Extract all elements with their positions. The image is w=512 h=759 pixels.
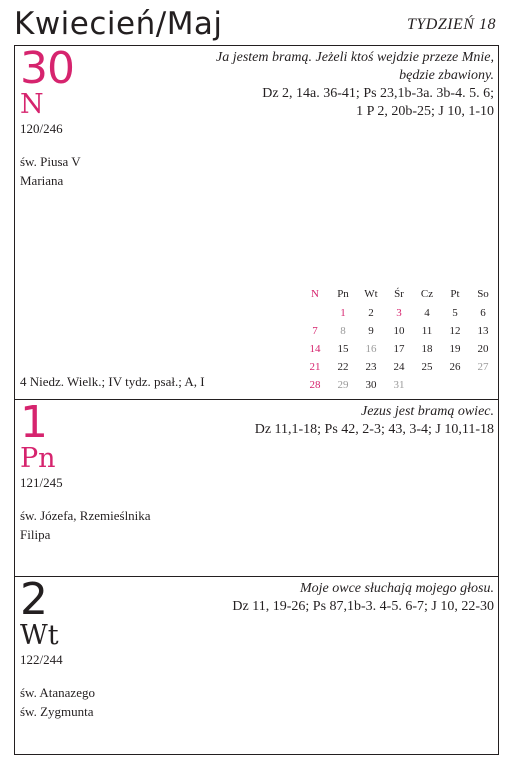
calendar-day: 12 <box>449 325 461 337</box>
page-header <box>14 6 498 44</box>
readings-ref: 1 P 2, 20b-25; J 10, 1-10 <box>356 104 494 119</box>
saints-list <box>20 152 81 190</box>
calendar-day: 29 <box>337 379 349 391</box>
calendar-day: 23 <box>365 361 377 373</box>
day-entry-2 <box>14 574 499 755</box>
day-count: 120/246 <box>20 121 63 136</box>
calendar-day: 2 <box>368 307 374 319</box>
calendar-day: 3 <box>396 307 402 319</box>
calendar-day: 4 <box>424 307 430 319</box>
calendar-day: 22 <box>337 361 349 373</box>
gospel-quote: Moje owce słuchają mojego głosu. <box>299 581 494 596</box>
gospel-quote: Jezus jest bramą owiec. <box>361 404 494 419</box>
saint-name: św. Józefa, Rzemieślnika <box>20 508 151 523</box>
day-number: 1 <box>20 397 47 448</box>
day-entry-1 <box>14 397 499 577</box>
calendar-day: 25 <box>421 361 433 373</box>
saint-name: św. Piusa V <box>20 154 81 169</box>
saint-name: Mariana <box>20 173 64 188</box>
calendar-day: 7 <box>312 325 318 337</box>
day-number: 2 <box>20 574 47 625</box>
calendar-day: 10 <box>393 325 405 337</box>
calendar-day: 14 <box>309 343 321 355</box>
calendar-day <box>301 304 329 322</box>
day-abbr: Pn <box>20 443 56 474</box>
calendar-day: 5 <box>452 307 458 319</box>
calendar-day: 30 <box>365 379 377 391</box>
calendar-day: 18 <box>421 343 433 355</box>
weekday-header: Pt <box>450 288 460 300</box>
day-abbr: Wt <box>20 620 59 651</box>
calendar-day: 27 <box>477 361 489 373</box>
calendar-day: 26 <box>449 361 461 373</box>
readings-ref: Dz 2, 14a. 36-41; Ps 23,1b-3a. 3b-4. 5. 6; <box>262 86 494 101</box>
readings-ref: Dz 11,1-18; Ps 42, 2-3; 43, 3-4; J 10,11-18 <box>254 422 494 437</box>
gospel-quote: Ja jestem bramą. Jeżeli ktoś wejdzie przeze Mnie, <box>216 50 494 65</box>
calendar-day: 13 <box>477 325 489 337</box>
day-abbr: N <box>20 89 44 120</box>
readings-ref: Dz 11, 19-26; Ps 87,1b-3. 4-5. 6-7; J 10, 22-30 <box>232 599 494 614</box>
reading-block <box>216 49 494 121</box>
saints-list <box>20 683 95 721</box>
weekday-header: Śr <box>394 288 404 300</box>
saint-name: Filipa <box>20 527 51 542</box>
gospel-quote: będzie zbawiony. <box>399 68 494 83</box>
calendar-day: 11 <box>421 325 433 337</box>
saint-name: św. Atanazego <box>20 685 95 700</box>
day-entry-30 <box>14 45 499 400</box>
weekday-header: Wt <box>364 288 378 300</box>
calendar-day: 19 <box>449 343 461 355</box>
day-number: 30 <box>20 43 74 94</box>
calendar-day: 20 <box>477 343 489 355</box>
weekday-header: N <box>311 288 319 300</box>
day-count: 122/244 <box>20 652 63 667</box>
calendar-day: 28 <box>309 379 321 391</box>
weekday-header: So <box>477 288 489 300</box>
reading-block <box>232 580 494 616</box>
calendar-day: 21 <box>309 361 321 373</box>
calendar-day: 17 <box>393 343 405 355</box>
liturgical-note: 4 Niedz. Wielk.; IV tydz. psał.; A, I <box>20 374 205 389</box>
day-count: 121/245 <box>20 475 63 490</box>
calendar-day: 9 <box>368 325 374 337</box>
calendar-day: 31 <box>393 379 405 391</box>
calendar-day: 1 <box>340 307 346 319</box>
calendar-day: 24 <box>393 361 405 373</box>
calendar-day: 6 <box>480 307 486 319</box>
calendar-day: 8 <box>340 325 346 337</box>
calendar-day <box>413 376 441 394</box>
calendar-day <box>441 376 469 394</box>
weekday-header: Cz <box>420 288 434 300</box>
calendar-day <box>469 376 497 394</box>
mini-calendar <box>301 284 497 394</box>
calendar-day: 15 <box>337 343 349 355</box>
weekday-header: Pn <box>337 288 349 300</box>
reading-block <box>255 403 494 439</box>
month-title: Kwiecień/Maj <box>14 6 223 42</box>
calendar-day: 16 <box>365 343 377 355</box>
week-label: TYDZIEŃ 18 <box>406 16 496 33</box>
saints-list <box>20 506 151 544</box>
saint-name: św. Zygmunta <box>20 704 94 719</box>
